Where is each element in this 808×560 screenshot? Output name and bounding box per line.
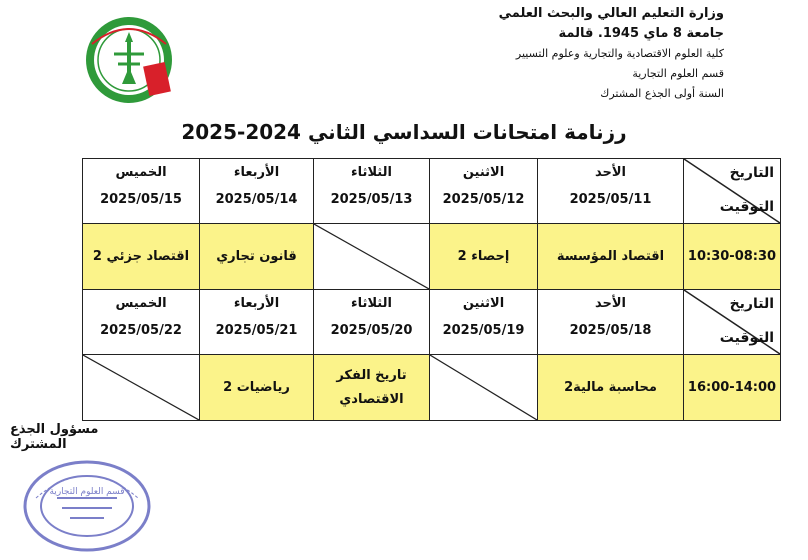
day-date: 2025/05/21 xyxy=(215,323,298,338)
corner-date-time-cell xyxy=(684,159,781,224)
week-2-exams-row xyxy=(83,355,781,421)
day-date: 2025/05/20 xyxy=(330,323,413,338)
department-stamp-icon xyxy=(22,458,152,554)
exam-cell: تاريخ الفكر الاقتصادي xyxy=(314,355,430,421)
day-header-cell xyxy=(314,159,430,224)
exam-cell: اقتصاد جزئي 2 xyxy=(83,224,200,290)
day-header-cell xyxy=(200,290,314,355)
signature-label: مسؤول الجذع المشترك xyxy=(10,422,99,452)
day-date: 2025/05/13 xyxy=(330,192,413,207)
day-header-cell xyxy=(314,290,430,355)
empty-exam-cell xyxy=(83,355,200,421)
day-date: 2025/05/19 xyxy=(442,323,525,338)
day-date: 2025/05/12 xyxy=(442,192,525,207)
corner-date-time-cell xyxy=(684,290,781,355)
date-label: التاريخ xyxy=(729,296,774,312)
exam-cell: محاسبة مالية2 xyxy=(538,355,684,421)
time-slot-cell: 16:00-14:00 xyxy=(684,355,781,421)
day-header-cell xyxy=(538,159,684,224)
empty-exam-cell xyxy=(314,224,430,290)
week-2-days-row xyxy=(83,290,781,355)
university-name: جامعة 8 ماي 1945. قالمة xyxy=(558,26,724,41)
day-header-cell xyxy=(430,290,538,355)
day-name: الاثنين xyxy=(462,165,505,180)
day-name: الأحد xyxy=(594,296,626,311)
date-label: التاريخ xyxy=(729,165,774,181)
exam-cell: اقتصاد المؤسسة xyxy=(538,224,684,290)
day-header-cell xyxy=(83,159,200,224)
faculty-name: كلية العلوم الاقتصادية والتجارية وعلوم التسيير xyxy=(515,47,724,60)
stamp-text: قسم العلوم التجارية xyxy=(49,487,125,497)
ministry-name: وزارة التعليم العالي والبحث العلمي xyxy=(498,6,724,21)
day-date: 2025/05/15 xyxy=(100,192,182,207)
year-level: السنة أولى الجذع المشترك xyxy=(600,87,724,100)
empty-exam-cell xyxy=(430,355,538,421)
day-name: الأحد xyxy=(594,165,626,180)
exam-cell: إحصاء 2 xyxy=(430,224,538,290)
exam-cell: قانون تجاري xyxy=(200,224,314,290)
day-header-cell xyxy=(538,290,684,355)
day-header-cell xyxy=(83,290,200,355)
day-date: 2025/05/22 xyxy=(100,323,182,338)
institution-header xyxy=(394,4,724,104)
day-date: 2025/05/18 xyxy=(569,323,652,338)
week-1-exams-row xyxy=(83,224,781,290)
page-title: رزنامة امتحانات السداسي الثاني 2024-2025 xyxy=(181,120,627,144)
exam-schedule-table xyxy=(82,158,781,421)
day-name: الخميس xyxy=(115,165,167,180)
department-name: قسم العلوم التجارية xyxy=(632,67,724,80)
day-name: الأربعاء xyxy=(233,296,280,311)
day-name: الخميس xyxy=(115,296,167,311)
day-name: الثلاثاء xyxy=(351,296,392,311)
day-header-cell xyxy=(430,159,538,224)
time-label: التوقيت xyxy=(719,199,774,215)
day-name: الثلاثاء xyxy=(351,165,392,180)
day-date: 2025/05/14 xyxy=(215,192,298,207)
exam-cell: رياضيات 2 xyxy=(200,355,314,421)
university-logo-icon xyxy=(84,14,174,106)
day-name: الأربعاء xyxy=(233,165,280,180)
day-name: الاثنين xyxy=(462,296,505,311)
week-1-days-row xyxy=(83,159,781,224)
day-date: 2025/05/11 xyxy=(569,192,652,207)
day-header-cell xyxy=(200,159,314,224)
time-label: التوقيت xyxy=(719,330,774,346)
time-slot-cell: 10:30-08:30 xyxy=(684,224,781,290)
